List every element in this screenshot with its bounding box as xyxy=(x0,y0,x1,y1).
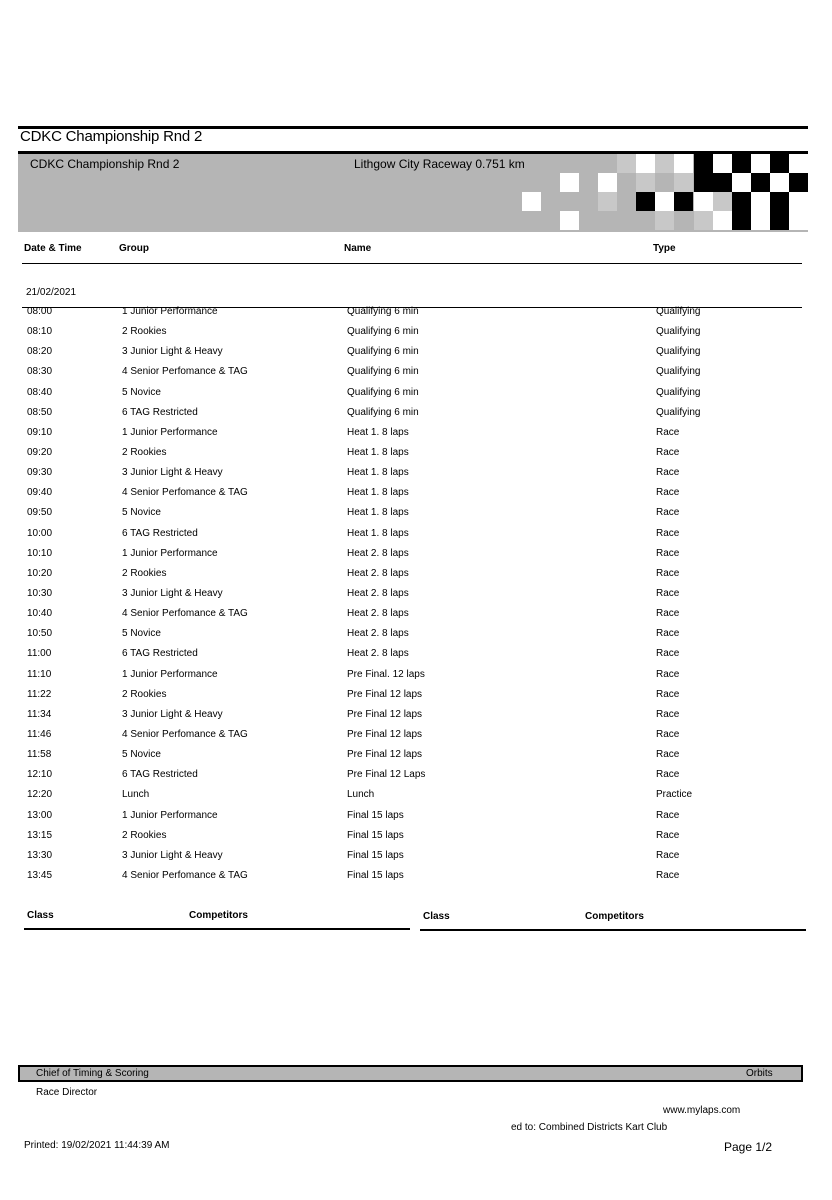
row-name: Final 15 laps xyxy=(347,809,404,821)
row-time: 12:10 xyxy=(27,769,53,781)
column-header-type: Type xyxy=(653,243,676,254)
checker-square xyxy=(694,173,713,192)
row-time: 08:20 xyxy=(27,346,53,358)
row-group: 2 Rookies xyxy=(122,829,167,841)
row-name: Pre Final 12 laps xyxy=(347,749,423,761)
row-name: Heat 2. 8 laps xyxy=(347,628,409,640)
row-type: Qualifying xyxy=(656,406,701,418)
row-name: Heat 1. 8 laps xyxy=(347,446,409,458)
row-group: Lunch xyxy=(122,789,150,801)
right-class-rule xyxy=(420,929,806,931)
row-name: Pre Final. 12 laps xyxy=(347,668,425,680)
table-row xyxy=(0,507,832,527)
footer-printed-date: Printed: 19/02/2021 11:44:39 AM xyxy=(24,1140,170,1151)
checker-square xyxy=(751,211,770,230)
row-time: 11:46 xyxy=(27,728,52,740)
row-time: 08:40 xyxy=(27,386,53,398)
table-row xyxy=(0,689,832,709)
row-type: Race xyxy=(656,688,680,700)
table-row xyxy=(0,830,832,850)
row-group: 3 Junior Light & Heavy xyxy=(122,467,223,479)
row-type: Race xyxy=(656,527,680,539)
row-name: Qualifying 6 min xyxy=(347,386,419,398)
checker-square xyxy=(636,192,655,211)
checker-square xyxy=(789,192,808,211)
row-group: 6 TAG Restricted xyxy=(122,769,198,781)
row-type: Qualifying xyxy=(656,346,701,358)
row-time: 08:00 xyxy=(27,306,53,317)
row-group: 2 Rookies xyxy=(122,326,167,338)
checker-square xyxy=(732,211,751,230)
row-group: 6 TAG Restricted xyxy=(122,406,198,418)
row-group: 2 Rookies xyxy=(122,688,167,700)
row-time: 08:50 xyxy=(27,406,53,418)
row-time: 08:30 xyxy=(27,366,53,378)
table-row xyxy=(0,709,832,729)
table-row xyxy=(0,326,832,346)
checker-square xyxy=(713,154,732,173)
row-name: Pre Final 12 laps xyxy=(347,708,423,720)
row-name: Pre Final 12 laps xyxy=(347,688,423,700)
right-competitors-header: Competitors xyxy=(585,911,644,922)
checker-square xyxy=(789,173,808,192)
checker-square xyxy=(713,211,732,230)
checker-square xyxy=(655,192,674,211)
schedule-date: 21/02/2021 xyxy=(26,287,77,298)
row-type: Race xyxy=(656,869,680,881)
row-group: 4 Senior Perfomance & TAG xyxy=(122,728,248,740)
row-type: Qualifying xyxy=(656,386,701,398)
row-time: 13:45 xyxy=(27,869,53,881)
row-type: Race xyxy=(656,608,680,620)
band-event-title: CDKC Championship Rnd 2 xyxy=(30,157,180,171)
table-row xyxy=(0,487,832,507)
row-type: Race xyxy=(656,507,680,519)
row-name: Heat 2. 8 laps xyxy=(347,648,409,660)
table-row xyxy=(0,789,832,809)
row-group: 1 Junior Performance xyxy=(122,668,218,680)
band-venue: Lithgow City Raceway 0.751 km xyxy=(354,157,525,171)
left-competitors-header: Competitors xyxy=(189,910,248,921)
footer-url: www.mylaps.com xyxy=(663,1105,741,1116)
row-time: 11:34 xyxy=(27,708,52,720)
footer-page-number: Page 1/2 xyxy=(724,1140,773,1154)
table-row xyxy=(0,366,832,386)
footer-licensed-to: ed to: Combined Districts Kart Club xyxy=(511,1122,668,1133)
row-name: Pre Final 12 laps xyxy=(347,728,423,740)
row-group: 3 Junior Light & Heavy xyxy=(122,708,223,720)
row-time: 11:00 xyxy=(27,648,52,660)
row-name: Qualifying 6 min xyxy=(347,366,419,378)
table-row xyxy=(0,850,832,870)
checker-square xyxy=(694,154,713,173)
table-row xyxy=(0,548,832,568)
table-row xyxy=(0,467,832,487)
table-row xyxy=(0,648,832,668)
checker-square xyxy=(770,173,789,192)
footer-race-director: Race Director xyxy=(36,1087,98,1098)
checker-square xyxy=(636,154,655,173)
row-group: 3 Junior Light & Heavy xyxy=(122,849,223,861)
checker-square xyxy=(560,173,579,192)
row-type: Race xyxy=(656,467,680,479)
row-group: 4 Senior Perfomance & TAG xyxy=(122,608,248,620)
checker-square xyxy=(560,211,579,230)
checker-square xyxy=(770,154,789,173)
row-group: 3 Junior Light & Heavy xyxy=(122,587,223,599)
checker-square xyxy=(655,154,674,173)
row-time: 10:40 xyxy=(27,608,53,620)
row-group: 1 Junior Performance xyxy=(122,426,218,438)
column-header-group: Group xyxy=(119,243,149,254)
table-row xyxy=(0,729,832,749)
row-type: Race xyxy=(656,728,680,740)
checker-square xyxy=(655,211,674,230)
table-row xyxy=(0,608,832,628)
row-group: 3 Junior Light & Heavy xyxy=(122,346,223,358)
row-time: 10:50 xyxy=(27,628,53,640)
row-name: Pre Final 12 Laps xyxy=(347,769,426,781)
row-time: 11:58 xyxy=(27,749,52,761)
column-header-name: Name xyxy=(344,243,372,254)
checker-square xyxy=(770,211,789,230)
row-name: Qualifying 6 min xyxy=(347,306,419,317)
table-row xyxy=(0,447,832,467)
checker-square xyxy=(694,211,713,230)
row-group: 4 Senior Perfomance & TAG xyxy=(122,869,248,881)
right-class-header: Class xyxy=(423,911,450,922)
row-group: 5 Novice xyxy=(122,749,161,761)
row-type: Race xyxy=(656,668,680,680)
row-name: Heat 1. 8 laps xyxy=(347,507,409,519)
row-name: Qualifying 6 min xyxy=(347,406,419,418)
row-name: Heat 1. 8 laps xyxy=(347,527,409,539)
table-row xyxy=(0,810,832,830)
checker-square xyxy=(674,154,693,173)
table-row xyxy=(0,407,832,427)
row-name: Heat 2. 8 laps xyxy=(347,567,409,579)
row-type: Race xyxy=(656,648,680,660)
row-time: 09:50 xyxy=(27,507,53,519)
row-type: Race xyxy=(656,567,680,579)
row-time: 09:30 xyxy=(27,467,53,479)
row-group: 1 Junior Performance xyxy=(122,306,218,317)
checker-square xyxy=(789,154,808,173)
row-group: 2 Rookies xyxy=(122,567,167,579)
row-type: Race xyxy=(656,849,680,861)
row-type: Qualifying xyxy=(656,326,701,338)
checker-square xyxy=(770,192,789,211)
row-time: 08:10 xyxy=(27,326,53,338)
row-name: Lunch xyxy=(347,789,375,801)
row-type: Race xyxy=(656,487,680,499)
footer-orbits: Orbits xyxy=(746,1068,773,1079)
row-time: 13:30 xyxy=(27,849,53,861)
checker-square xyxy=(713,173,732,192)
row-name: Qualifying 6 min xyxy=(347,346,419,358)
row-type: Race xyxy=(656,829,680,841)
row-name: Heat 1. 8 laps xyxy=(347,467,409,479)
row-time: 09:20 xyxy=(27,446,53,458)
row-time: 11:10 xyxy=(27,668,52,680)
row-group: 6 TAG Restricted xyxy=(122,648,198,660)
row-type: Qualifying xyxy=(656,366,701,378)
row-group: 4 Senior Perfomance & TAG xyxy=(122,487,248,499)
row-type: Race xyxy=(656,769,680,781)
row-group: 6 TAG Restricted xyxy=(122,527,198,539)
table-row xyxy=(0,387,832,407)
row-name: Heat 1. 8 laps xyxy=(347,487,409,499)
table-row xyxy=(0,588,832,608)
schedule-table xyxy=(0,306,832,890)
row-time: 11:22 xyxy=(27,688,52,700)
checker-square xyxy=(732,173,751,192)
row-time: 09:10 xyxy=(27,426,53,438)
row-group: 4 Senior Perfomance & TAG xyxy=(122,366,248,378)
row-type: Race xyxy=(656,809,680,821)
row-time: 10:30 xyxy=(27,587,53,599)
checker-square xyxy=(732,192,751,211)
checker-square xyxy=(636,173,655,192)
row-name: Final 15 laps xyxy=(347,849,404,861)
row-group: 5 Novice xyxy=(122,507,161,519)
checker-square xyxy=(598,192,617,211)
table-row xyxy=(0,427,832,447)
page-title: CDKC Championship Rnd 2 xyxy=(20,128,203,145)
row-name: Final 15 laps xyxy=(347,829,404,841)
row-group: 1 Junior Performance xyxy=(122,547,218,559)
checker-square xyxy=(598,173,617,192)
row-name: Heat 2. 8 laps xyxy=(347,547,409,559)
row-group: 5 Novice xyxy=(122,386,161,398)
checker-square xyxy=(713,192,732,211)
checker-square xyxy=(694,192,713,211)
table-row xyxy=(0,769,832,789)
table-row xyxy=(0,669,832,689)
checker-square xyxy=(617,154,636,173)
table-row xyxy=(0,306,832,326)
row-time: 09:40 xyxy=(27,487,53,499)
row-type: Qualifying xyxy=(656,306,701,317)
row-type: Race xyxy=(656,426,680,438)
table-row xyxy=(0,568,832,588)
checker-square xyxy=(789,211,808,230)
row-time: 13:00 xyxy=(27,809,53,821)
table-row xyxy=(0,749,832,769)
checker-square xyxy=(751,173,770,192)
row-name: Qualifying 6 min xyxy=(347,326,419,338)
row-time: 10:00 xyxy=(27,527,53,539)
row-type: Practice xyxy=(656,789,693,801)
row-type: Race xyxy=(656,628,680,640)
header-rule xyxy=(22,263,802,264)
left-class-header: Class xyxy=(27,910,54,921)
row-time: 12:20 xyxy=(27,789,53,801)
row-name: Heat 2. 8 laps xyxy=(347,608,409,620)
checker-square xyxy=(751,154,770,173)
row-group: 5 Novice xyxy=(122,628,161,640)
column-header-date-time: Date & Time xyxy=(24,243,82,254)
checker-square xyxy=(674,192,693,211)
checker-square xyxy=(522,192,541,211)
row-name: Heat 2. 8 laps xyxy=(347,587,409,599)
row-group: 2 Rookies xyxy=(122,446,167,458)
table-row xyxy=(0,628,832,648)
row-type: Race xyxy=(656,446,680,458)
table-row xyxy=(0,870,832,890)
row-type: Race xyxy=(656,587,680,599)
left-class-rule xyxy=(24,928,410,930)
row-time: 10:20 xyxy=(27,567,53,579)
row-group: 1 Junior Performance xyxy=(122,809,218,821)
row-type: Race xyxy=(656,708,680,720)
row-time: 13:15 xyxy=(27,829,53,841)
row-type: Race xyxy=(656,749,680,761)
row-type: Race xyxy=(656,547,680,559)
row-name: Final 15 laps xyxy=(347,869,404,881)
footer-chief-timing: Chief of Timing & Scoring xyxy=(36,1068,149,1079)
row-name: Heat 1. 8 laps xyxy=(347,426,409,438)
table-row xyxy=(0,346,832,366)
table-row xyxy=(0,528,832,548)
checker-square xyxy=(751,192,770,211)
row-time: 10:10 xyxy=(27,547,53,559)
checker-square xyxy=(674,173,693,192)
checker-square xyxy=(732,154,751,173)
